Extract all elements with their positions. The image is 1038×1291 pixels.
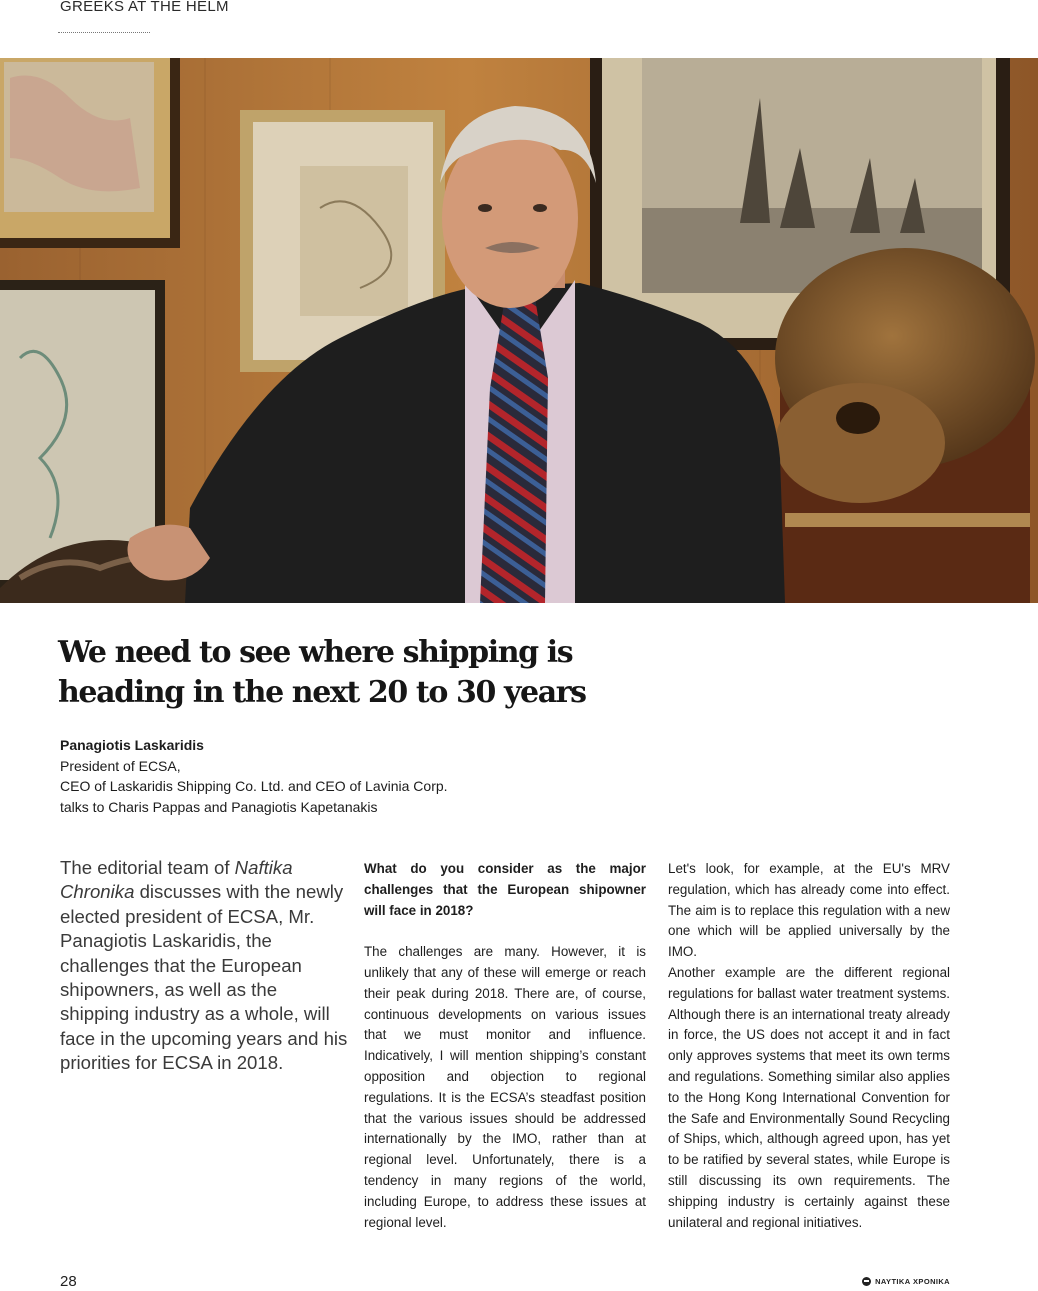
interviewee-role-2: CEO of Laskaridis Shipping Co. Ltd. and CEO of Lavinia Corp. — [60, 778, 448, 794]
answer-paragraph-2: Let's look, for example, at the EU's MRV regulation, which has already come into effect. The aim is to replace this regulation with a new one which will be applied universally by the IMO. — [668, 861, 950, 960]
page-number: 28 — [60, 1273, 77, 1290]
article-column-2 — [364, 859, 646, 1233]
publication-name: Naftika Chronika — [60, 857, 293, 903]
footer-brand — [862, 1277, 950, 1286]
byline — [60, 735, 448, 817]
interviewers-line: talks to Charis Pappas and Panagiotis Kapetanakis — [60, 798, 378, 815]
brand-name: ΝΑΥΤΙΚΑ ΧΡΟΝΙΚΑ — [875, 1277, 950, 1286]
article-column-3 — [668, 859, 950, 1233]
answer-paragraph-3: Another example are the different regional regulations for ballast water treatment systems. Although there is an international treaty already in force, the US does not accept it and in fact only approves systems that meet its own terms and regulations. Something similar also applies to the Hong Kong International Convention for the Safe and Environmentally Sound Recycling of Ships, which, although agreed upon, has yet to be ratified by several states, while Europe is still discussing its own requirements. The shipping industry is certainly against these unilateral and regional initiatives. — [668, 964, 950, 1230]
intro-text-start: The editorial team of — [60, 857, 235, 878]
intro-paragraph — [60, 856, 350, 1076]
headline-line-2: heading in the next 20 to 30 years — [58, 675, 586, 710]
diving-helmet — [775, 248, 1035, 603]
intro-text-end: discusses with the newly elected president of ECSA, Mr. Panagiotis Laskaridis, the challenges that the European shipowners, as well as the shipping industry as a whole, will face in the upcoming years and his priorities for ECSA in 2018. — [60, 881, 348, 1074]
headline-line-1: We need to see where shipping is — [58, 635, 573, 670]
section-dots-divider — [58, 32, 150, 33]
answer-paragraph-1: The challenges are many. However, it is unlikely that any of these will emerge or reach their peak during 2018. There are, of course, continuous developments on various issues that we must monitor and influence. Indicatively, I will mention shipping’s constant opposition and objection to regional regulations. It is the ECSA’s steadfast position that the various issues should be addressed internationally by the IMO, rather than at regional level. Unfortunately, there is a tendency in many regions of the world, including Europe, to address these issues at regional level. — [364, 944, 646, 1230]
interviewee-role-1: President of ECSA, — [60, 757, 181, 774]
article-headline — [58, 633, 758, 713]
portrait-photo — [0, 58, 1038, 603]
interviewee-name: Panagiotis Laskaridis — [60, 737, 204, 753]
interview-question: What do you consider as the major challenges that the European shipowner will face in 2018? — [364, 861, 646, 918]
section-label: GREEKS AT THE HELM — [60, 0, 229, 15]
map-frame-top-left — [0, 58, 180, 248]
brand-logo-icon — [862, 1277, 871, 1286]
